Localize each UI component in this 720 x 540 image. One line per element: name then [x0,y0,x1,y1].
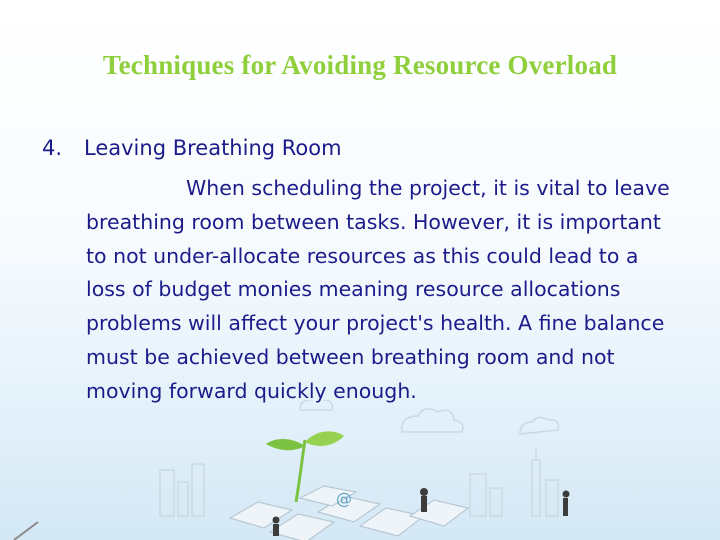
at-sign-icon: @ [336,489,352,508]
item-heading-text: Leaving Breathing Room [84,136,342,160]
cloud-icon [300,400,558,434]
item-number: 4. [42,136,63,160]
signpost-icon [14,522,38,540]
item-body-text: When scheduling the project, it is vital to leave breathing room between tasks. However, it is important to not under-allocate resources as this could lead to a loss of budget monies meaning resource allocations problems will affect your project's health. A fine balance must be achieved between breathing room and not moving forward quickly enough. [86,176,670,403]
item-heading [42,136,342,160]
background-decoration [0,400,720,540]
slide-title: Techniques for Avoiding Resource Overload [102,50,618,80]
